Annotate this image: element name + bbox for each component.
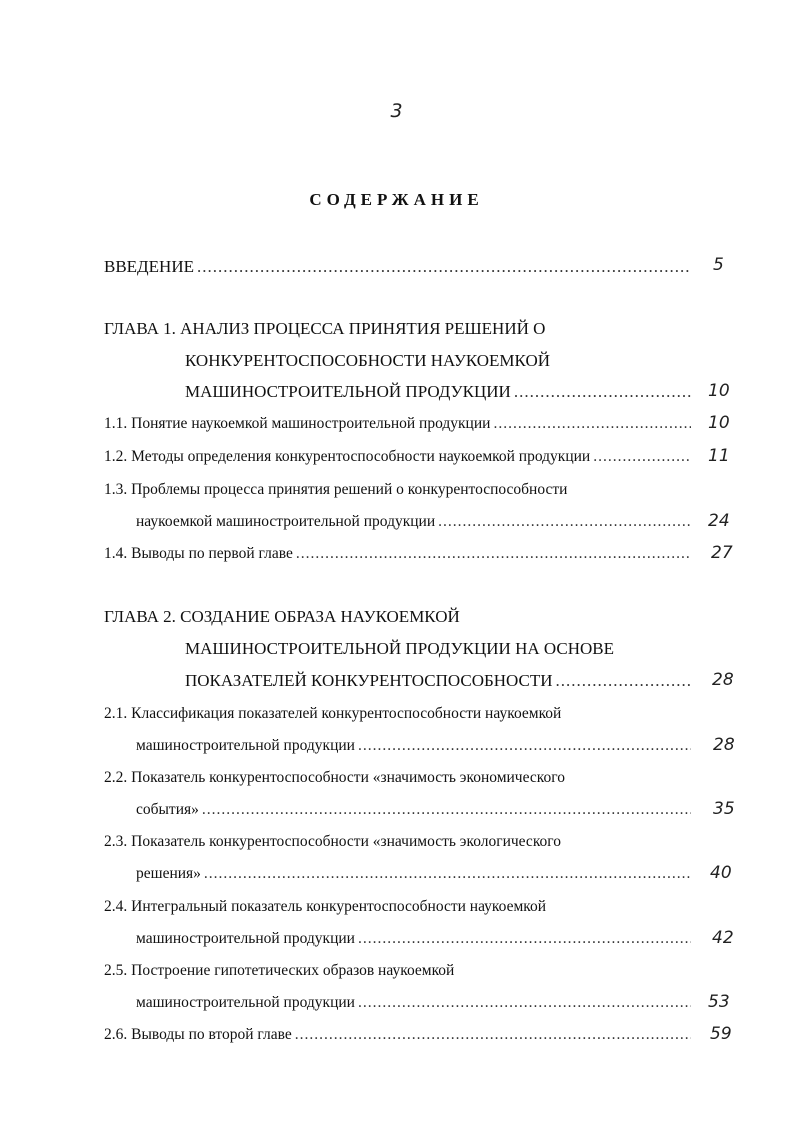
toc-entry-page: 5 — [713, 255, 724, 275]
toc-entry-text: 2.5. Построение гипотетических образов наукоемкой — [104, 962, 455, 979]
toc-entry-page: 27 — [711, 543, 733, 563]
toc-entry-page: 42 — [712, 928, 734, 948]
toc-entry-1-3 — [104, 479, 694, 501]
toc-entry-text: ГЛАВА 2. СОЗДАНИЕ ОБРАЗА НАУКОЕМКОЙ — [104, 607, 460, 626]
toc-entry-page: 35 — [713, 799, 735, 819]
page-number: 3 — [390, 100, 403, 122]
toc-entry-text: машиностроительной продукции — [136, 737, 355, 754]
toc-entry-text: 2.2. Показатель конкурентоспособности «значимость экономического — [104, 769, 565, 786]
toc-entry-text: МАШИНОСТРОИТЕЛЬНОЙ ПРОДУКЦИИ НА ОСНОВЕ — [185, 639, 614, 658]
toc-entry-text: КОНКУРЕНТОСПОСОБНОСТИ НАУКОЕМКОЙ — [185, 351, 551, 370]
toc-entry-text: машиностроительной продукции — [136, 994, 355, 1011]
toc-entry-text: МАШИНОСТРОИТЕЛЬНОЙ ПРОДУКЦИИ — [185, 382, 511, 401]
toc-entry-page: 53 — [708, 992, 730, 1012]
toc-entry-text: машиностроительной продукции — [136, 930, 355, 947]
toc-chapter-2-line-2 — [185, 638, 694, 660]
toc-entry-text: наукоемкой машиностроительной продукции — [136, 513, 436, 530]
toc-entry-page: 28 — [713, 735, 735, 755]
toc-entry-text: 2.6. Выводы по второй главе — [104, 1026, 292, 1043]
toc-entry-2-2 — [104, 767, 694, 789]
toc-entry-text: 1.3. Проблемы процесса принятия решений о конкурентоспособности — [104, 481, 568, 498]
toc-entry-2-4 — [104, 896, 694, 918]
toc-entry-text: 2.4. Интегральный показатель конкурентоспособности наукоемкой — [104, 898, 547, 915]
toc-entry-page: 59 — [710, 1024, 732, 1044]
toc-entry-page: 10 — [708, 381, 730, 401]
toc-entry-text: 1.4. Выводы по первой главе — [104, 545, 293, 562]
toc-chapter-1-line-3 — [185, 381, 694, 403]
toc-entry-1-4 — [104, 543, 694, 565]
toc-entry-2-1 — [104, 703, 694, 725]
toc-entry-text: ВВЕДЕНИЕ — [104, 257, 194, 276]
toc-entry-text: 1.1. Понятие наукоемкой машиностроительной продукции — [104, 415, 491, 432]
toc-entry-intro — [104, 256, 694, 278]
toc-entry-text: 2.3. Показатель конкурентоспособности «значимость экологического — [104, 833, 562, 850]
toc-entry-page: 11 — [708, 446, 730, 466]
toc-entry-page: 24 — [708, 511, 730, 531]
toc-entry-2-3-cont — [136, 863, 694, 885]
toc-entry-1-3-cont — [136, 511, 694, 533]
toc-entry-2-4-cont — [136, 928, 694, 950]
toc-entry-page: 10 — [708, 413, 730, 433]
toc-entry-page: 28 — [712, 670, 734, 690]
toc-entry-2-3 — [104, 831, 694, 853]
toc-entry-2-2-cont — [136, 799, 694, 821]
toc-entry-text: события» — [136, 801, 199, 818]
toc-entry-page: 40 — [710, 863, 732, 883]
toc-entry-text: решения» — [136, 865, 201, 882]
toc-entry-2-5-cont — [136, 992, 694, 1014]
toc-entry-2-6 — [104, 1024, 694, 1046]
page-title: СОДЕРЖАНИЕ — [309, 190, 484, 209]
toc-chapter-2-line-1 — [104, 606, 694, 628]
toc-entry-1-1 — [104, 413, 694, 435]
toc-entry-text: ГЛАВА 1. АНАЛИЗ ПРОЦЕССА ПРИНЯТИЯ РЕШЕНИЙ О — [104, 319, 546, 338]
toc-entry-2-5 — [104, 960, 694, 982]
toc-entry-text: 2.1. Классификация показателей конкурентоспособности наукоемкой — [104, 705, 562, 722]
toc-chapter-1-line-2 — [185, 350, 694, 372]
toc-entry-1-2 — [104, 446, 694, 468]
toc-chapter-1-line-1 — [104, 318, 694, 340]
toc-chapter-2-line-3 — [185, 670, 694, 692]
toc-entry-text: ПОКАЗАТЕЛЕЙ КОНКУРЕНТОСПОСОБНОСТИ — [185, 671, 553, 690]
toc-entry-text: 1.2. Методы определения конкурентоспособности наукоемкой продукции — [104, 448, 591, 465]
toc-entry-2-1-cont — [136, 735, 694, 757]
